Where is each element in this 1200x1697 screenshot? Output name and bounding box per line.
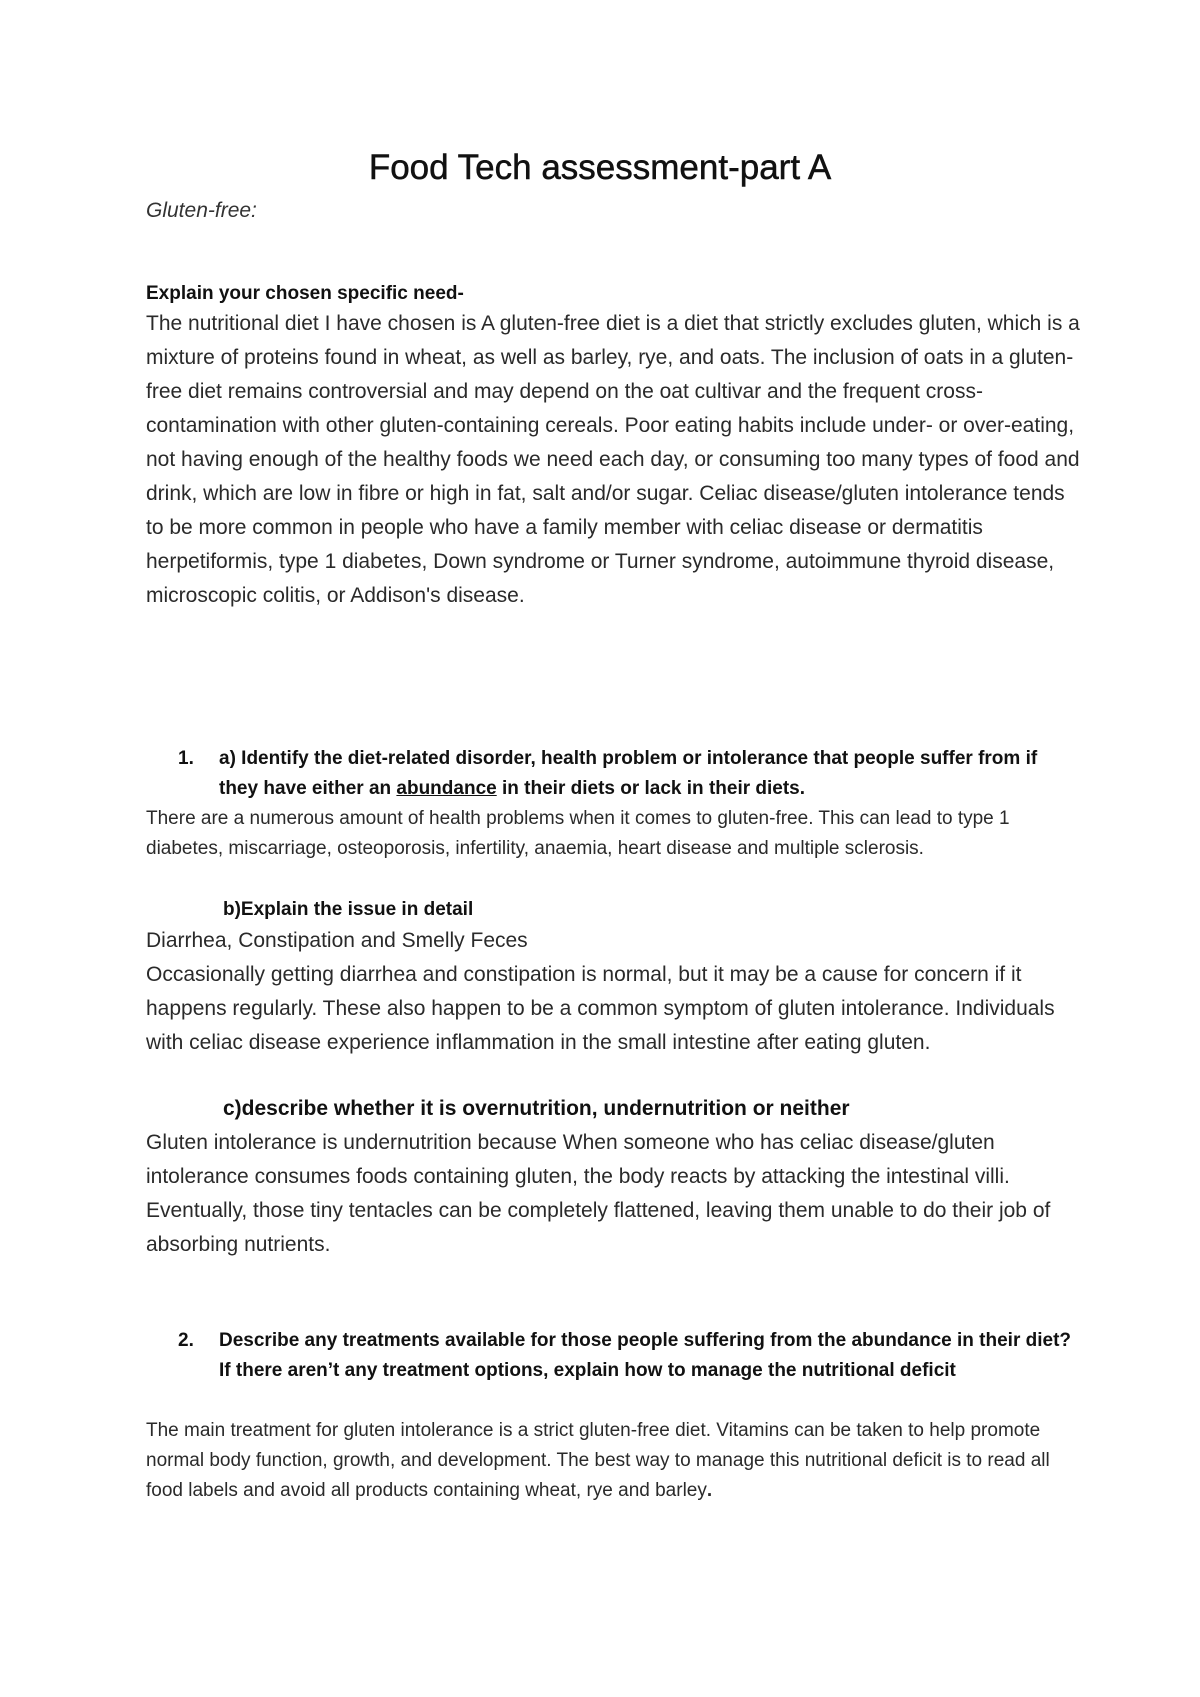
question-1-text-start: a) Identify the diet-related disorder, health problem or intolerance that people suffer from if they have either an (219, 748, 1038, 799)
question-1b-answer: Occasionally getting diarrhea and constipation is normal, but it may be a cause for concern if it happens regularly. These also happen to be a common symptom of gluten intolerance. Individuals with celiac disease experience inflammation in the small intestine after eating gluten. (146, 963, 1055, 1054)
question-2 (178, 1326, 1078, 1386)
question-1b-heading: b)Explain the issue in detail (223, 899, 474, 920)
question-2-number: 2. (178, 1330, 194, 1351)
question-1 (178, 744, 1078, 804)
question-2-answer (146, 1416, 1086, 1506)
document-title: Food Tech assessment-part A (368, 148, 832, 187)
question-1-number: 1. (178, 748, 194, 769)
question-2-answer-end: . (706, 1480, 713, 1501)
question-1-text (219, 744, 1078, 804)
question-2-answer-text: The main treatment for gluten intolerance is a strict gluten-free diet. Vitamins can be taken to help promote normal body function, growth, and development. The best way to manage this nutritional deficit is to read all food labels and avoid all products containing wheat, rye and barley (146, 1420, 1050, 1501)
question-1b-subtitle: Diarrhea, Constipation and Smelly Feces (146, 929, 528, 952)
question-1-text-end: in their diets or lack in their diets. (496, 778, 806, 799)
question-1-text-underlined: abundance (396, 778, 497, 799)
intro-heading: Explain your chosen specific need- (146, 283, 464, 304)
question-1c-answer: Gluten intolerance is undernutrition because When someone who has celiac disease/gluten intolerance consumes foods containing gluten, the body reacts by attacking the intestinal villi. Eventually, those tiny tentacles can be completely flattened, leaving them unable to do their job of absorbing nutrients. (146, 1131, 1051, 1256)
question-1c-heading: c)describe whether it is overnutrition, undernutrition or neither (223, 1097, 850, 1120)
document-subtitle: Gluten-free: (146, 199, 257, 222)
question-1a-answer: There are a numerous amount of health problems when it comes to gluten-free. This can lead to type 1 diabetes, miscarriage, osteoporosis, infertility, anaemia, heart disease and multiple sclerosis. (146, 808, 1010, 859)
intro-body: The nutritional diet I have chosen is A gluten-free diet is a diet that strictly excludes gluten, which is a mixture of proteins found in wheat, as well as barley, rye, and oats. The inclusion of oats in a gluten-free diet remains controversial and may depend on the oat cultivar and the frequent cross-contamination with other gluten-containing cereals. Poor eating habits include under- or over-eating, not having enough of the healthy foods we need each day, or consuming too many types of food and drink, which are low in fibre or high in fat, salt and/or sugar. Celiac disease/gluten intolerance tends to be more common in people who have a family member with celiac disease or dermatitis herpetiformis, type 1 diabetes, Down syndrome or Turner syndrome, autoimmune thyroid disease, microscopic colitis, or Addison's disease. (146, 312, 1080, 607)
question-2-text: Describe any treatments available for those people suffering from the abundance in their diet? If there aren’t any treatment options, explain how to manage the nutritional deficit (219, 1330, 1072, 1381)
